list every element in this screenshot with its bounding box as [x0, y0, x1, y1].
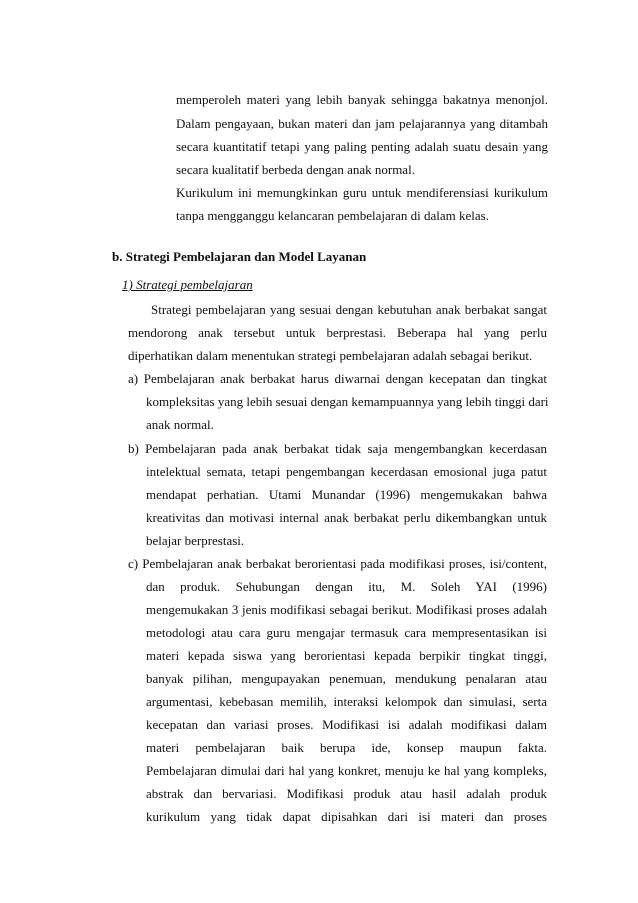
- section-heading: b. Strategi Pembelajaran dan Model Layanan: [112, 249, 367, 264]
- text-line: mendapat perhatian. Utami Munandar (1996) mengemukakan bahwa: [146, 487, 547, 502]
- text-line: secara kualitatif berbeda dengan anak normal.: [176, 162, 415, 177]
- text-line: c) Pembelajaran anak berbakat berorientasi pada modifikasi proses, isi/content,: [128, 556, 547, 571]
- subheading: 1) Strategi pembelajaran: [122, 277, 253, 292]
- text-line: b) Pembelajaran pada anak berbakat tidak saja mengembangkan kecerdasan: [128, 441, 547, 456]
- text-line: banyak pilihan, mengupayakan penemuan, mendukung penalaran atau: [146, 671, 547, 686]
- text-line: a) Pembelajaran anak berbakat harus diwarnai dengan kecepatan dan tingkat: [128, 371, 547, 386]
- text-line: mengemukakan 3 jenis modifikasi sebagai berikut. Modifikasi proses adalah: [146, 602, 547, 617]
- text-line: tanpa mengganggu kelancaran pembelajaran di dalam kelas.: [176, 208, 489, 223]
- text-line: memperoleh materi yang lebih banyak sehingga bakatnya menonjol.: [176, 92, 548, 107]
- text-line: Kurikulum ini memungkinkan guru untuk mendiferensiasi kurikulum: [176, 185, 548, 200]
- text-line: belajar berprestasi.: [146, 533, 245, 548]
- text-line: secara kuantitatif tetapi yang paling penting adalah suatu desain yang: [176, 139, 548, 154]
- text-line: intelektual semata, tetapi pengembangan kecerdasan emosional juga patut: [146, 464, 547, 479]
- text-line: kecepatan dan variasi proses. Modifikasi isi adalah modifikasi dalam: [146, 717, 547, 732]
- text-line: dan produk. Sehubungan dengan itu, M. Soleh YAI (1996): [146, 579, 547, 594]
- text-line: Pembelajaran dimulai dari hal yang konkret, menuju ke hal yang kompleks,: [146, 763, 547, 778]
- text-line: metodologi atau cara guru mengajar termasuk cara mempresentasikan isi: [146, 625, 547, 640]
- text-line: kreativitas dan motivasi internal anak berbakat perlu dikembangkan untuk: [146, 510, 547, 525]
- text-line: mendorong anak tersebut untuk berprestasi. Beberapa hal yang perlu: [128, 325, 547, 340]
- text-line: Dalam pengayaan, bukan materi dan jam pelajarannya yang ditambah: [176, 116, 548, 131]
- text-line: diperhatikan dalam menentukan strategi pembelajaran adalah sebagai berikut.: [128, 348, 533, 363]
- text-line: argumentasi, kebebasan memilih, interaksi kelompok dan simulasi, serta: [146, 694, 547, 709]
- text-line: kompleksitas yang lebih sesuai dengan kemampuannya yang lebih tinggi dari: [146, 394, 549, 409]
- text-line: materi kepada siswa yang berorientasi kepada berpikir tingkat tinggi,: [146, 648, 547, 663]
- text-line: abstrak dan bervariasi. Modifikasi produk atau hasil adalah produk: [146, 786, 547, 801]
- text-line: kurikulum yang tidak dapat dipisahkan dari isi materi dan proses: [146, 809, 547, 824]
- text-line: anak normal.: [146, 417, 214, 432]
- text-line: materi pembelajaran baik berupa ide, konsep maupun fakta.: [146, 740, 547, 755]
- text-line: Strategi pembelajaran yang sesuai dengan kebutuhan anak berbakat sangat: [151, 302, 547, 317]
